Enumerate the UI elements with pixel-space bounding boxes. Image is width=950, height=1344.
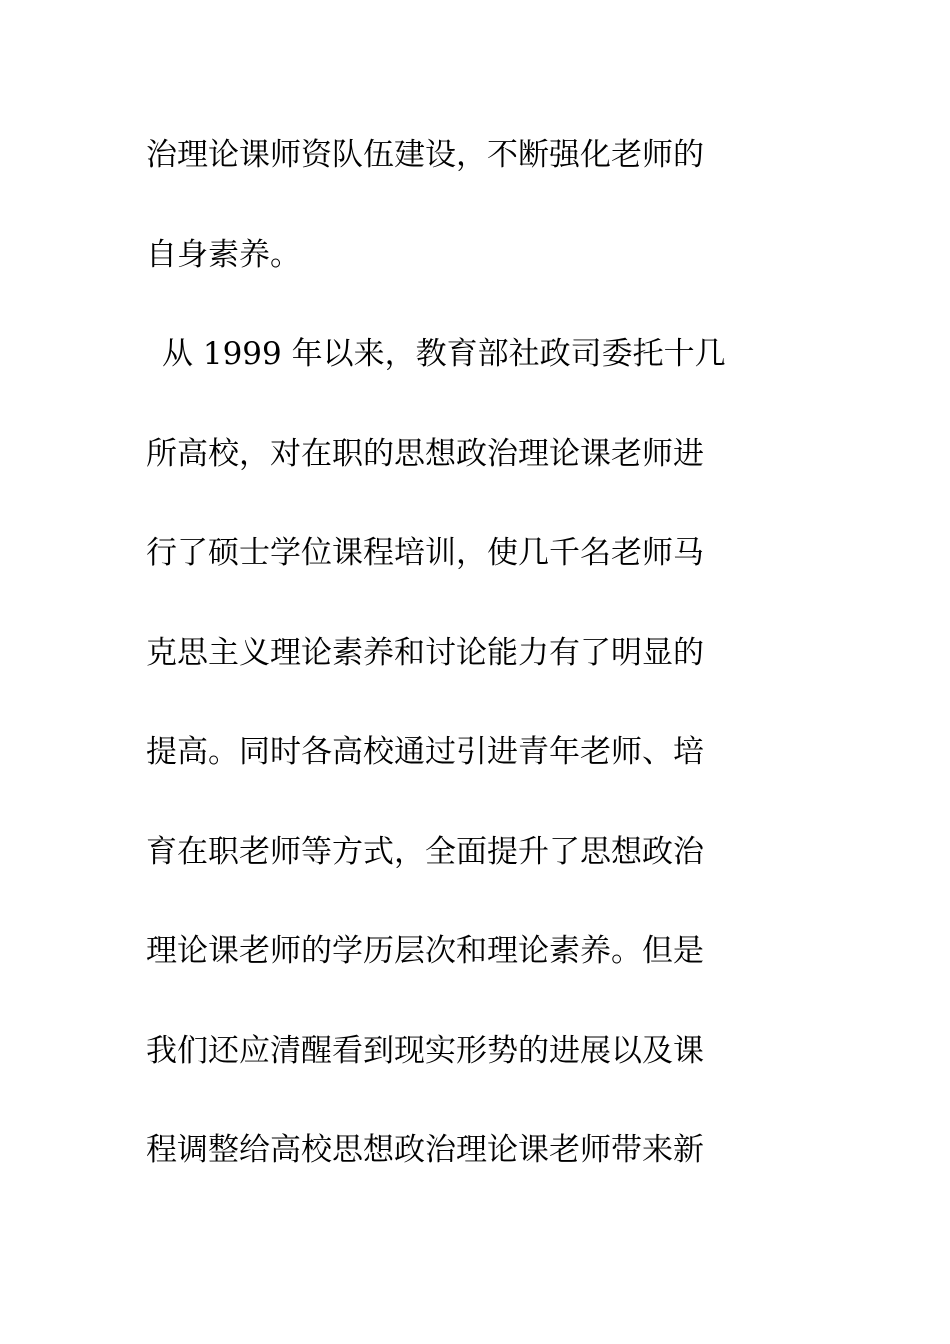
- text-line: 我们还应清醒看到现实形势的进展以及课: [146, 1032, 704, 1069]
- text-line: 育在职老师等方式，全面提升了思想政治: [146, 833, 704, 870]
- text-line: 理论课老师的学历层次和理论素养。但是: [146, 933, 704, 969]
- text-line: 程调整给高校思想政治理论课老师带来新: [146, 1132, 704, 1168]
- body-text: [146, 125, 786, 1220]
- text-line: 克思主义理论素养和讨论能力有了明显的: [146, 634, 704, 671]
- text-line: 所高校，对在职的思想政治理论课老师进: [146, 435, 704, 472]
- text-line: 提高。同时各高校通过引进青年老师、培: [146, 734, 704, 770]
- text-line: 行了硕士学位课程培训，使几千名老师马: [146, 535, 704, 571]
- text-line: 自身素养。: [146, 236, 301, 273]
- text-line: 治理论课师资队伍建设，不断强化老师的: [146, 137, 704, 173]
- paragraph-start-line: 从 1999 年以来，教育部社政司委托十几: [162, 336, 726, 372]
